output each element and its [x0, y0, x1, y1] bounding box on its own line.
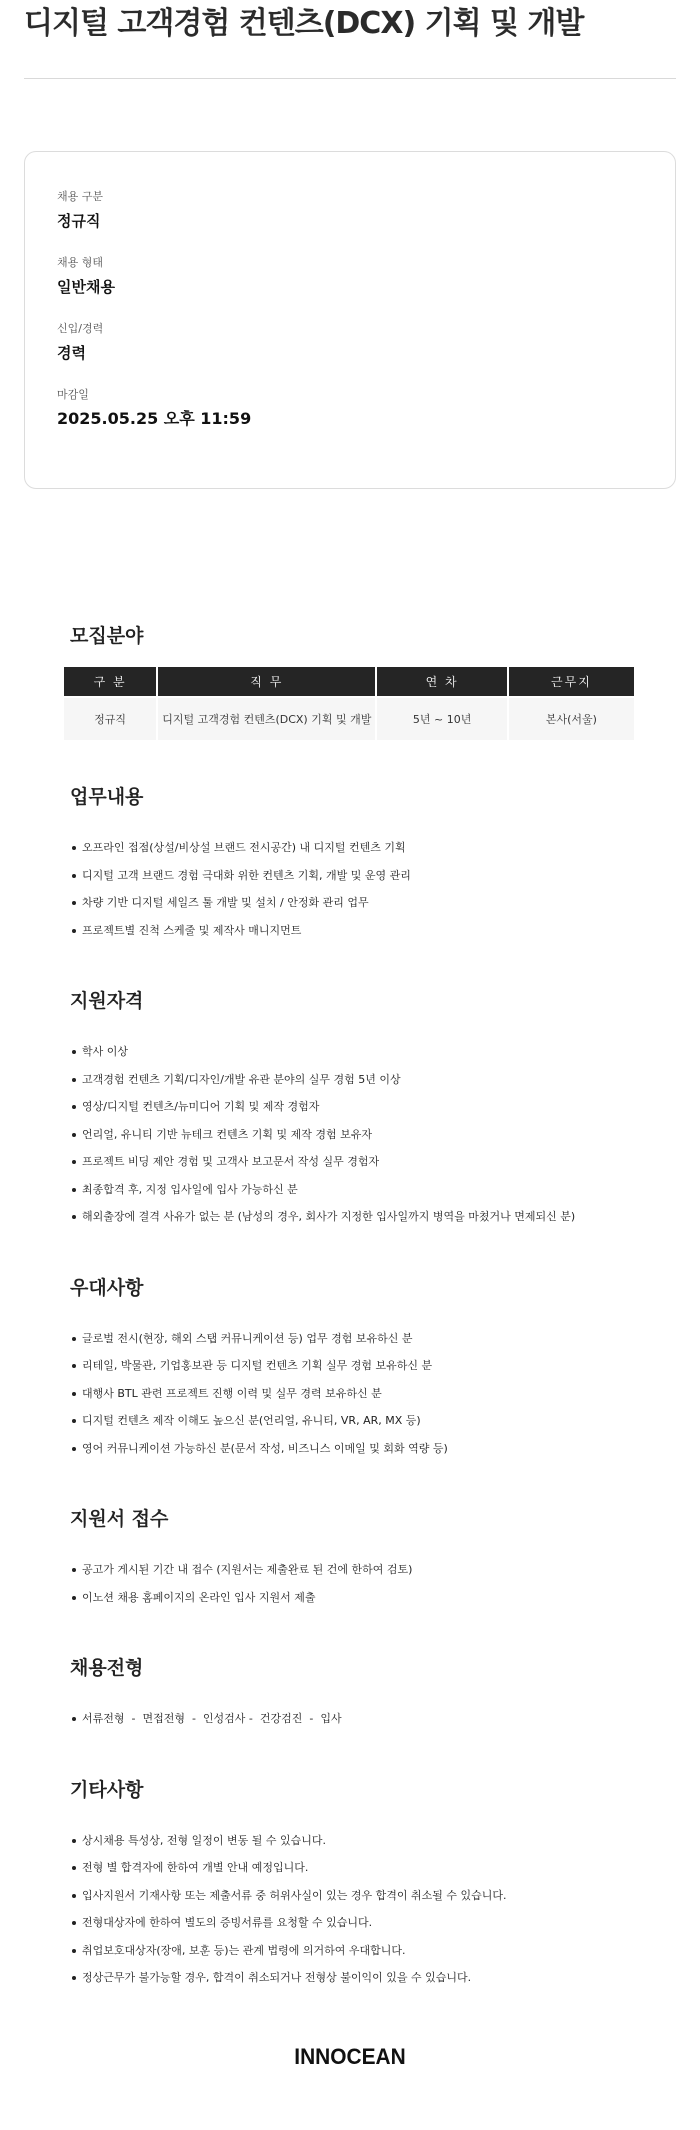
summary-card	[24, 151, 676, 489]
summary-experience-level	[57, 322, 643, 364]
qualifications-list	[70, 1038, 636, 1231]
list-item: 전형대상자에 한하여 별도의 증빙서류를 요청할 수 있습니다.	[70, 1909, 636, 1937]
summary-value: 2025.05.25 오후 11:59	[57, 409, 252, 428]
summary-label: 채용 형태	[57, 256, 104, 269]
section-title: 채용전형	[70, 1657, 144, 1679]
section-title: 업무내용	[70, 786, 144, 808]
summary-value: 일반채용	[57, 278, 115, 296]
section-title: 모집분야	[70, 625, 144, 647]
list-item: 서류전형 - 면접전형 - 인성검사 - 건강검진 - 입사	[70, 1705, 636, 1733]
list-item: 정상근무가 불가능할 경우, 합격이 취소되거나 전형상 불이익이 있을 수 있습니다.	[70, 1964, 636, 1992]
section-duties	[64, 784, 636, 944]
list-item: 대행사 BTL 관련 프로젝트 진행 이력 및 실무 경력 보유하신 분	[70, 1380, 636, 1408]
list-item: 프로젝트 비딩 제안 경험 및 고객사 보고문서 작성 실무 경험자	[70, 1148, 636, 1176]
title-divider	[24, 78, 676, 79]
innocean-logo: INNOCEAN	[294, 2043, 406, 2069]
table-header: 직 무	[158, 667, 375, 696]
list-item: 디지털 컨텐츠 제작 이해도 높으신 분(언리얼, 유니티, VR, AR, MX 등)	[70, 1407, 636, 1435]
summary-value: 경력	[57, 344, 86, 362]
list-item: 리테일, 박물관, 기업홍보관 등 디지털 컨텐츠 기획 실무 경험 보유하신 분	[70, 1352, 636, 1380]
list-item: 영어 커뮤니케이션 가능하신 분(문서 작성, 비즈니스 이메일 및 회화 역량 등)	[70, 1435, 636, 1463]
table-header-row	[64, 667, 634, 696]
list-item: 이노션 채용 홈페이지의 온라인 입사 지원서 제출	[70, 1584, 636, 1612]
list-item: 디지털 고객 브랜드 경험 극대화 위한 컨텐츠 기획, 개발 및 운영 관리	[70, 862, 636, 890]
list-item: 취업보호대상자(장애, 보훈 등)는 관계 법령에 의거하여 우대합니다.	[70, 1937, 636, 1965]
list-item: 영상/디지털 컨텐츠/뉴미디어 기획 및 제작 경험자	[70, 1093, 636, 1121]
list-item: 차량 기반 디지털 세일즈 툴 개발 및 설치 / 안정화 관리 업무	[70, 889, 636, 917]
section-process	[64, 1655, 636, 1733]
section-recruit	[64, 623, 636, 740]
list-item: 전형 별 합격자에 한하여 개별 안내 예정입니다.	[70, 1854, 636, 1882]
section-title: 기타사항	[70, 1778, 144, 1801]
table-header: 근무지	[509, 667, 634, 696]
list-item: 언리얼, 유니티 기반 뉴테크 컨텐츠 기획 및 제작 경험 보유자	[70, 1121, 636, 1149]
duties-list	[70, 834, 636, 944]
table-cell: 본사(서울)	[509, 696, 634, 740]
table-header: 연 차	[377, 667, 506, 696]
process-list	[70, 1705, 636, 1733]
section-qualifications	[64, 988, 636, 1231]
table-cell: 정규직	[64, 696, 156, 740]
list-item: 오프라인 접점(상설/비상설 브랜드 전시공간) 내 디지털 컨텐츠 기획	[70, 834, 636, 862]
summary-value: 정규직	[57, 212, 101, 230]
summary-employment-category	[57, 190, 643, 232]
summary-deadline	[57, 388, 643, 430]
recruit-table	[62, 667, 636, 740]
summary-employment-type	[57, 256, 643, 298]
section-application	[64, 1506, 636, 1611]
list-item: 글로벌 전시(현장, 해외 스탭 커뮤니케이션 등) 업무 경험 보유하신 분	[70, 1325, 636, 1353]
summary-label: 신입/경력	[57, 322, 104, 335]
application-list	[70, 1556, 636, 1611]
list-item: 해외출장에 결격 사유가 없는 분 (남성의 경우, 회사가 지정한 입사일까지 병역을 마쳤거나 면제되신 분)	[70, 1203, 636, 1231]
page-title: 디지털 고객경험 컨텐츠(DCX) 기획 및 개발	[24, 6, 584, 41]
section-others	[64, 1777, 636, 1992]
table-cell: 디지털 고객경험 컨텐츠(DCX) 기획 및 개발	[158, 696, 375, 740]
list-item: 최종합격 후, 지정 입사일에 입사 가능하신 분	[70, 1176, 636, 1204]
section-title: 지원자격	[70, 990, 144, 1012]
preferences-list	[70, 1325, 636, 1463]
list-item: 학사 이상	[70, 1038, 636, 1066]
list-item: 고객경험 컨텐츠 기획/디자인/개발 유관 분야의 실무 경험 5년 이상	[70, 1066, 636, 1094]
section-title: 지원서 접수	[70, 1508, 169, 1530]
list-item: 공고가 게시된 기간 내 접수 (지원서는 제출완료 된 건에 한하여 검토)	[70, 1556, 636, 1584]
list-item: 상시채용 특성상, 전형 일정이 변동 될 수 있습니다.	[70, 1827, 636, 1855]
list-item: 프로젝트별 진척 스케줄 및 제작사 매니지먼트	[70, 917, 636, 945]
list-item: 입사지원서 기재사항 또는 제출서류 중 허위사실이 있는 경우 합격이 취소될 수 있습니다.	[70, 1882, 636, 1910]
summary-label: 채용 구분	[57, 190, 104, 203]
section-title: 우대사항	[70, 1276, 144, 1299]
table-header: 구 분	[64, 667, 156, 696]
summary-label: 마감일	[57, 388, 89, 401]
table-cell: 5년 ~ 10년	[377, 696, 506, 740]
posting-content	[0, 623, 700, 1992]
table-row	[64, 696, 634, 740]
section-preferences	[64, 1275, 636, 1463]
others-list	[70, 1827, 636, 1992]
